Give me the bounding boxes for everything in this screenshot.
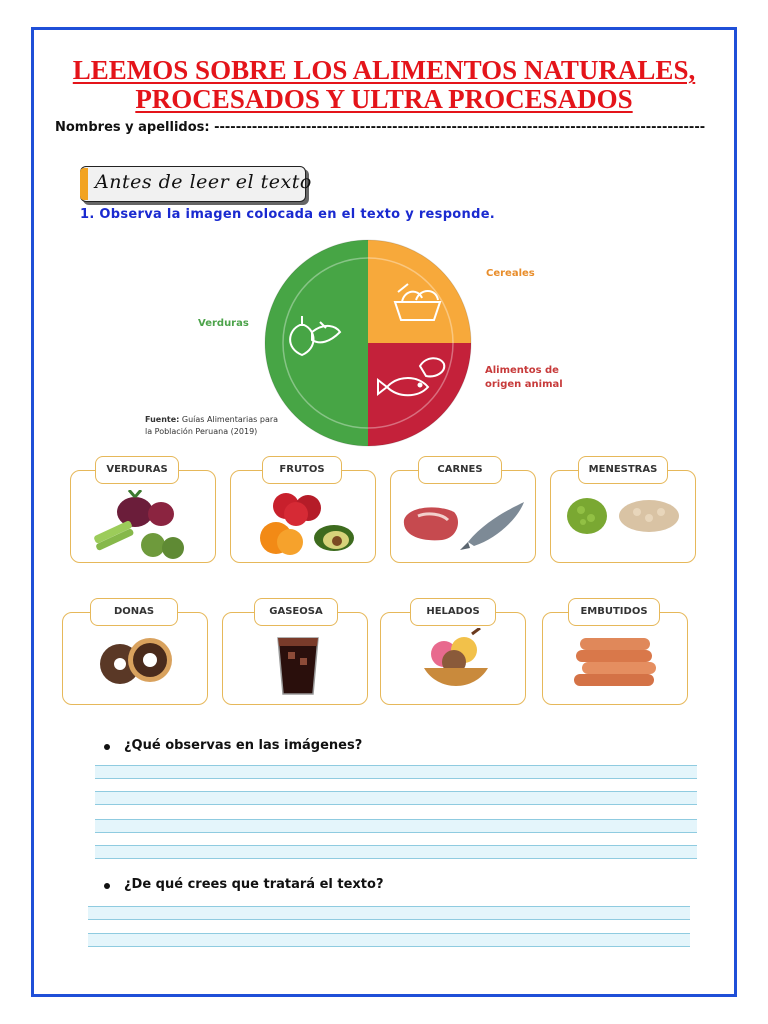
label-animal-line2: origen animal [485, 379, 563, 390]
banner-accent [80, 168, 88, 200]
plate-cereales-quarter [368, 240, 471, 343]
soda-glass-image [268, 628, 328, 698]
source-line2: la Población Peruana (2019) [145, 427, 258, 436]
fruits-image [248, 490, 368, 560]
source-line1 [145, 414, 278, 426]
label-cereales: Cereales [486, 268, 535, 279]
bullet-dot-2 [104, 883, 110, 889]
card-label-gaseosa: GASEOSA [254, 598, 338, 626]
source-text1: Guías Alimentarias para [179, 415, 279, 424]
answer-line[interactable] [95, 819, 697, 833]
answer-line[interactable] [88, 906, 690, 920]
label-animal-line1: Alimentos de [485, 365, 559, 376]
title-line-2: PROCESADOS Y ULTRA PROCESADOS [135, 84, 633, 114]
title-line-1: LEEMOS SOBRE LOS ALIMENTOS NATURALES, [72, 55, 696, 85]
banner-text: Antes de leer el texto [95, 171, 312, 193]
bullet-dot-1 [104, 744, 110, 750]
card-label-frutos: FRUTOS [262, 456, 342, 484]
answer-line[interactable] [95, 791, 697, 805]
answer-lines-observe[interactable] [95, 765, 697, 860]
card-label-helados: HELADOS [410, 598, 496, 626]
card-label-verduras: VERDURAS [95, 456, 179, 484]
label-verduras: Verduras [198, 318, 249, 329]
card-label-menestras: MENESTRAS [578, 456, 668, 484]
answer-lines-topic[interactable] [88, 906, 690, 951]
ice-cream-image [418, 628, 498, 698]
donuts-image [88, 632, 188, 692]
names-field[interactable]: Nombres y apellidos: ------------------------------------------------------------------------------------------- [55, 120, 705, 135]
source-note [145, 414, 278, 438]
card-label-embutidos: EMBUTIDOS [568, 598, 660, 626]
answer-line[interactable] [95, 765, 697, 779]
card-label-carnes: CARNES [418, 456, 502, 484]
sausages-image [570, 634, 670, 694]
plate-illustration [140, 230, 580, 448]
answer-line[interactable] [95, 845, 697, 859]
meat-fish-image [398, 490, 528, 560]
question-1: 1. Observa la imagen colocada en el texto y responde. [80, 207, 496, 222]
source-bold: Fuente: [145, 415, 180, 424]
question-topic: ¿De qué crees que tratará el texto? [124, 877, 384, 892]
vegetables-image [83, 490, 203, 560]
card-label-donas: DONAS [90, 598, 178, 626]
legumes-image [563, 492, 683, 552]
label-origen-animal [485, 364, 563, 392]
question-observe: ¿Qué observas en las imágenes? [124, 738, 363, 753]
answer-line[interactable] [88, 933, 690, 947]
plate-animal-quarter [368, 343, 471, 446]
